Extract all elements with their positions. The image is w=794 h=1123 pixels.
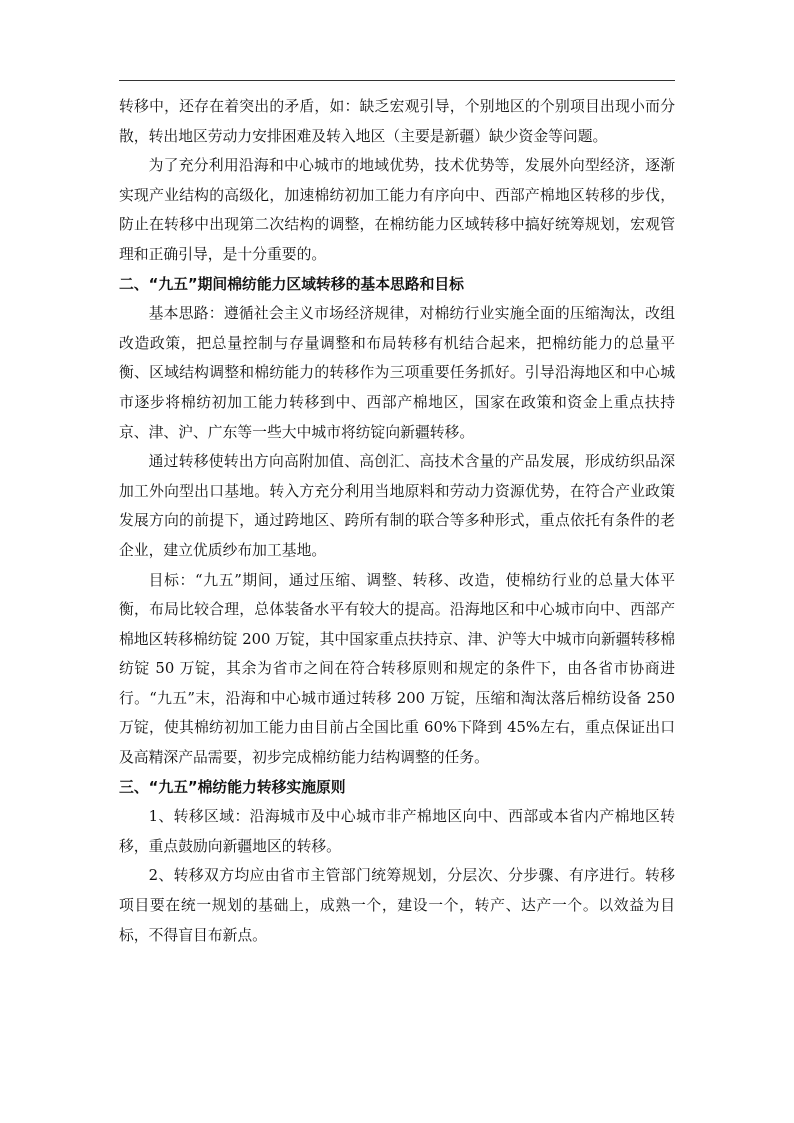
paragraph-purpose: 为了充分利用沿海和中心城市的地域优势，技术优势等，发展外向型经济，逐渐实现产业结构的高级化，加速棉纺初加工能力有序向中、西部产棉地区转移的步伐，防止在转移中出现第二次结构的调整，在棉纺能力区域转移中搞好统筹规划，宏观管理和正确引导，是十分重要的。 — [119, 157, 675, 263]
header-rule — [119, 80, 675, 81]
paragraph-basic-idea: 基本思路：遵循社会主义市场经济规律，对棉纺行业实施全面的压缩淘汰，改组改造政策，把总量控制与存量调整和布局转移有机结合起来，把棉纺能力的总量平衡、区域结构调整和棉纺能力的转移作为三项重要任务抓好。引导沿海地区和中心城市逐步将棉纺初加工能力转移到中、西部产棉地区，国家在政策和资金上重点扶持京、津、沪、广东等一些大中城市将纺锭向新疆转移。 — [119, 305, 675, 441]
paragraph-principle-1: 1、转移区域：沿海城市及中心城市非产棉地区向中、西部或本省内产棉地区转移，重点鼓励向新疆地区的转移。 — [119, 808, 675, 855]
section-heading-3: 三、“九五”棉纺能力转移实施原则 — [119, 778, 346, 796]
paragraph-continuation: 转移中，还存在着突出的矛盾，如：缺乏宏观引导，个别地区的个别项目出现小而分散，转出地区劳动力安排困难及转入地区（主要是新疆）缺少资金等问题。 — [119, 98, 675, 145]
section-heading-2: 二、“九五”期间棉纺能力区域转移的基本思路和目标 — [119, 275, 464, 293]
paragraph-transfer-effect: 通过转移使转出方向高附加值、高创汇、高技术含量的产品发展，形成纺织品深加工外向型出口基地。转入方充分利用当地原料和劳动力资源优势，在符合产业政策发展方向的前提下，通过跨地区、跨所有制的联合等多种形式，重点依托有条件的老企业，建立优质纱布加工基地。 — [119, 453, 675, 559]
paragraph-principle-2: 2、转移双方均应由省市主管部门统筹规划，分层次、分步骤、有序进行。转移项目要在统一规划的基础上，成熟一个，建设一个，转产、达产一个。以效益为目标，不得盲目布新点。 — [119, 867, 675, 944]
document-body — [119, 92, 675, 950]
paragraph-goal: 目标：“九五”期间，通过压缩、调整、转移、改造，使棉纺行业的总量大体平衡，布局比较合理，总体装备水平有较大的提高。沿海地区和中心城市向中、西部产棉地区转移棉纺锭 200 万锭，其中国家重点扶持京、津、沪等大中城市向新疆转移棉纺锭 50 万锭，其余为省市之间在符合转移原则和规定的条件下，由各省市协商进行。“九五”末，沿海和中心城市通过转移 200 万锭，压缩和淘汰落后棉纺设备 250 万锭，使其棉纺初加工能力由目前占全国比重 60%下降到 45%左右，重点保证出口及高精深产品需要，初步完成棉纺能力结构调整的任务。 — [119, 571, 675, 767]
